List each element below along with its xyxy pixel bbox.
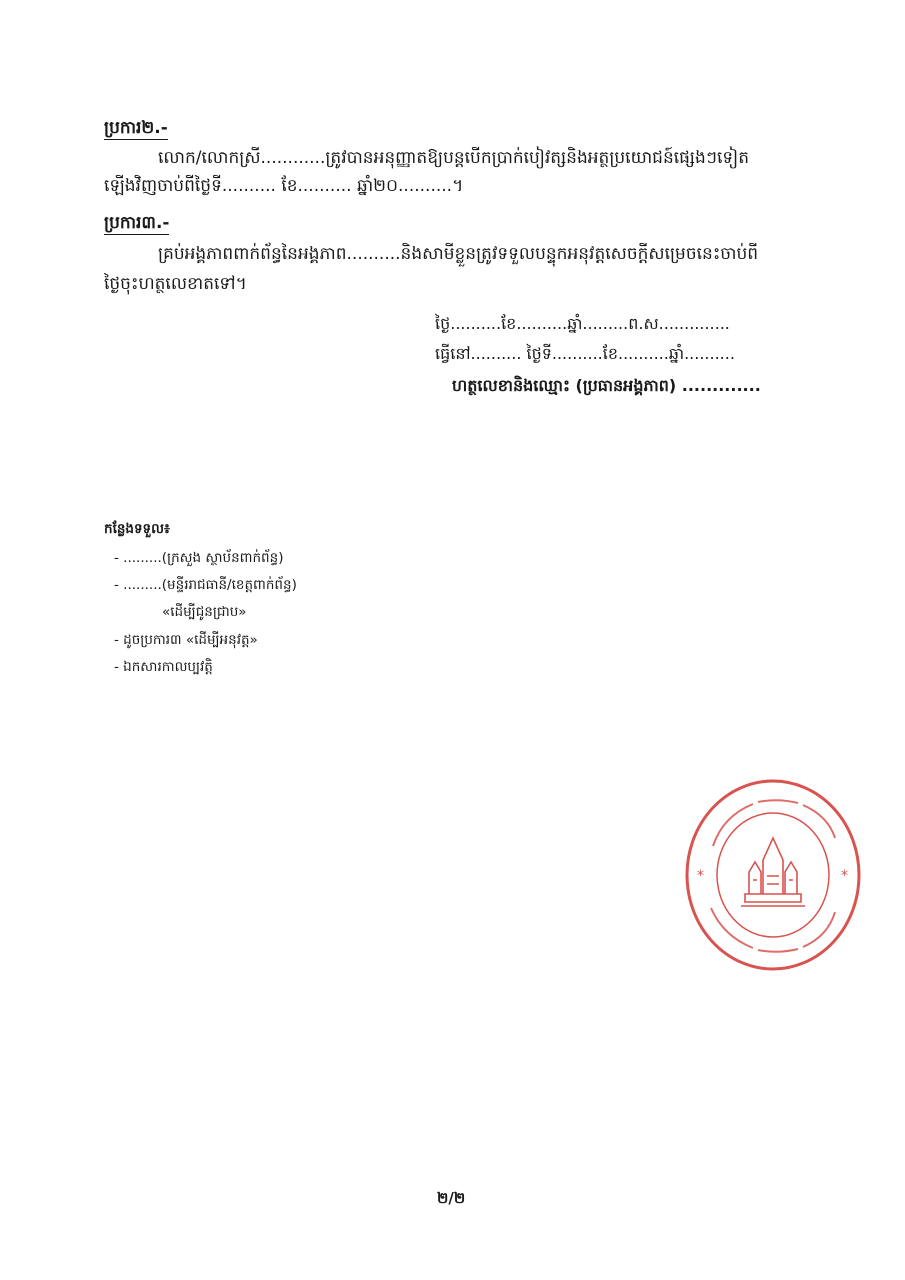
article-3-line-2: ថ្ងៃចុះហត្ថលេខាតទៅ។ [104, 274, 247, 294]
article-2-line-1: លោក/លោកស្រី............ត្រូវបានអនុញ្ញាតឱ្យបន្តបើកប្រាក់បៀវត្សនិងអត្ថប្រយោជន៍ផ្សេងៗទៀត [158, 148, 750, 168]
article-2-heading: ប្រការ២.- [104, 118, 168, 138]
recipient-item: - ដូចប្រការ៣ «ដើម្បីអនុវត្ត» [114, 632, 258, 648]
recipient-item: - ឯកសារកាលប្បវត្តិ [114, 659, 213, 675]
solar-date-line: ធ្វើនៅ.......... ថ្ងៃទី..........ខែ..........ឆ្នាំ.......... [435, 344, 735, 363]
svg-text:*: * [697, 868, 704, 884]
signature-line: ហត្ថលេខានិងឈ្មោះ (ប្រធានអង្គភាព) ............. [452, 376, 761, 395]
svg-text:*: * [841, 868, 848, 884]
recipient-item: - .........(មន្ទីររាជធានី/ខេត្តពាក់ព័ន្ធ) [114, 577, 297, 593]
recipients-heading: កន្លែងទទួល៖ [104, 521, 170, 537]
recipient-item-note: «ដើម្បីជូនជ្រាប» [162, 604, 247, 620]
article-3-heading: ប្រការ៣.- [104, 213, 170, 233]
seal-graphic-icon [683, 776, 863, 974]
lunar-date-line: ថ្ងៃ..........ខែ..........ឆ្នាំ.........ព.ស.............. [435, 314, 730, 333]
official-seal [683, 776, 863, 974]
page-number: ២/២ [437, 1189, 466, 1207]
recipient-item: - .........(ក្រសួង ស្ថាប័នពាក់ព័ន្ធ) [114, 550, 284, 566]
article-2-line-2: ឡើងវិញចាប់ពីថ្ងៃទី.......... ខែ.......... ឆ្នាំ២០..........។ [104, 176, 464, 196]
article-3-line-1: គ្រប់អង្គភាពពាក់ព័ន្ធនៃអង្គភាព..........និងសាមីខ្លួនត្រូវទទួលបន្ទុកអនុវត្តសេចក្តីសម្រេចនេះចាប់ពី [158, 244, 759, 264]
